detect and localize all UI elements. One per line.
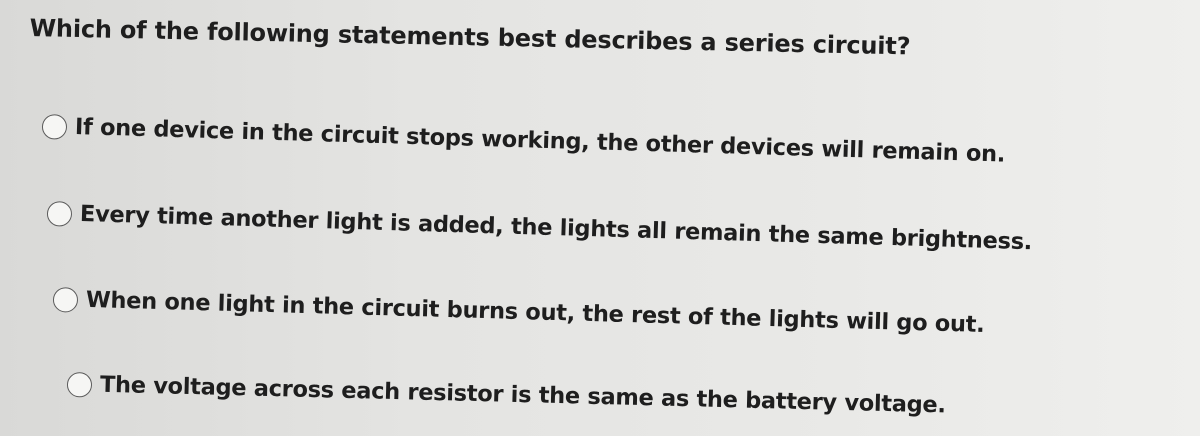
answer-option-3-label[interactable]: When one light in the circuit burns out, the rest of the lights will go out. [85,286,985,339]
radio-button-4[interactable] [67,372,93,398]
answer-option-2-label[interactable]: Every time another light is added, the lights all remain the same brightness. [79,200,1033,256]
answer-option-1-label[interactable]: If one device in the circuit stops working, the other devices will remain on. [74,113,1006,168]
answer-option-1[interactable] [42,113,1006,168]
radio-button-3[interactable] [53,287,79,313]
answer-option-4-label[interactable]: The voltage across each resistor is the same as the battery voltage. [99,371,946,419]
question-text: Which of the following statements best describes a series circuit? [29,14,911,61]
answer-option-3[interactable] [53,286,985,338]
answer-option-4[interactable] [67,371,946,418]
answer-option-2[interactable] [47,200,1033,255]
radio-button-2[interactable] [47,201,73,227]
radio-button-1[interactable] [42,114,68,140]
